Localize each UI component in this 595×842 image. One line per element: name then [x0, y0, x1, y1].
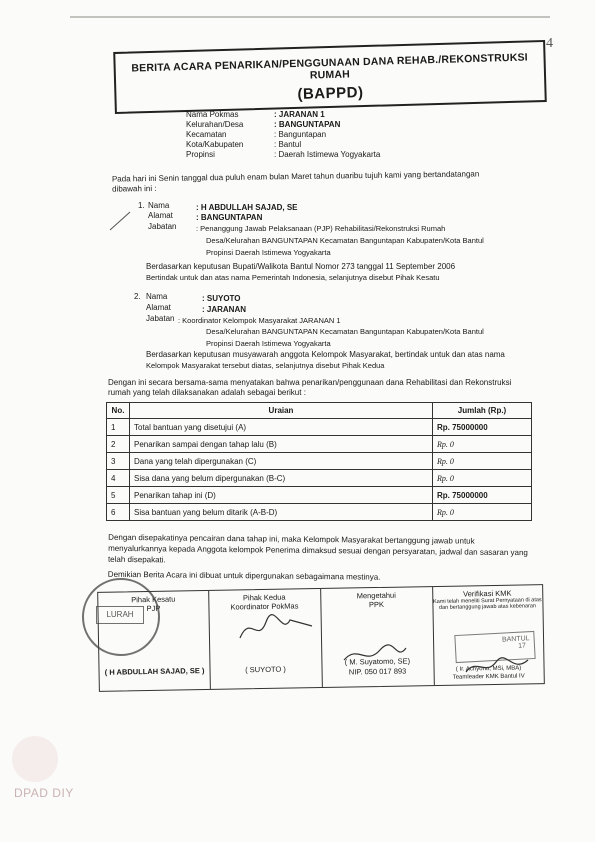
identity-row: [186, 140, 446, 150]
table-row: [107, 436, 532, 453]
signature-name: ( M. Suyatomo, SE): [344, 656, 411, 667]
row-number: 6: [107, 504, 130, 521]
funds-table: [106, 402, 532, 521]
identity-value: : Banguntapan: [274, 130, 327, 139]
party-label: Nama: [146, 292, 168, 301]
identity-label: Propinsi: [186, 150, 215, 159]
signature-title: Mengetahui: [356, 590, 396, 601]
row-description: Dana yang telah dipergunakan (C): [130, 453, 433, 470]
signature-title: Pihak Kesatu: [131, 594, 176, 605]
identity-value: : JARANAN 1: [274, 110, 325, 119]
row-amount: Rp. 0: [433, 504, 532, 521]
row-amount: Rp. 75000000: [433, 419, 532, 436]
table-header: Uraian: [130, 403, 433, 419]
pokmas-identity: [186, 110, 446, 160]
table-row: [107, 453, 532, 470]
identity-label: Kecamatan: [186, 130, 227, 139]
party-number: 2.: [134, 292, 141, 301]
statement-line: Dengan ini secara bersama-sama menyatakan bahwa penarikan/penggunaan dana Rehabilitasi dan Rekonstruksi: [108, 378, 512, 387]
identity-label: Kelurahan/Desa: [186, 120, 244, 129]
table-row: [107, 470, 532, 487]
identity-label: Nama Pokmas: [186, 110, 239, 119]
signature-nip: NIP. 050 017 893: [348, 666, 407, 677]
party-position: Propinsi Daerah Istimewa Yogyakarta: [206, 339, 331, 348]
party-position: : Penanggung Jawab Pelaksanaan (PJP) Rehabilitasi/Rekonstruksi Rumah: [196, 224, 446, 233]
identity-value: : Bantul: [274, 140, 302, 149]
table-row: [107, 504, 532, 521]
party-name: : H ABDULLAH SAJAD, SE: [196, 203, 298, 212]
row-description: Penarikan tahap ini (D): [130, 487, 433, 504]
signature-note: Kami telah meneliti Surat Pernyataan di atas: [433, 597, 542, 606]
closing-line: telah disepakati.: [107, 554, 166, 565]
signature-title: Verifikasi KMK: [462, 588, 512, 599]
signature-col-ppk: [320, 587, 435, 687]
identity-row: [186, 150, 446, 160]
identity-row: [186, 110, 446, 120]
party-position: Propinsi Daerah Istimewa Yogyakarta: [206, 248, 331, 257]
table-header: Jumlah (Rp.): [433, 403, 532, 419]
pen-mark: [106, 206, 136, 236]
title-box: [113, 40, 547, 114]
party-name: : SUYOTO: [202, 294, 241, 303]
party-label: Jabatan: [148, 222, 177, 231]
row-number: 1: [107, 419, 130, 436]
signature-subtitle: PJP: [146, 603, 161, 614]
identity-value: : Daerah Istimewa Yogyakarta: [274, 150, 381, 159]
closing-line: Dengan disepakatinya pencairan dana tahap ini, maka Kelompok Masyarakat bertanggung jawab untuk: [108, 532, 475, 546]
party-position: Desa/Kelurahan BANGUNTAPAN Kecamatan Banguntapan Kabupaten/Kota Bantul: [206, 327, 484, 336]
row-number: 5: [107, 487, 130, 504]
row-number: 3: [107, 453, 130, 470]
title-line-1: BERITA ACARA PENARIKAN/PENGGUNAAN DANA REHAB./REKONSTRUKSI RUMAH: [131, 51, 528, 82]
party-label: Nama: [148, 201, 170, 210]
row-description: Total bantuan yang disetujui (A): [130, 419, 433, 436]
table-header-row: [107, 403, 532, 419]
row-description: Sisa dana yang belum dipergunakan (B-C): [130, 470, 433, 487]
party-address: : BANGUNTAPAN: [196, 213, 263, 222]
closing-line: Demikian Berita Acara ini dibuat untuk dipergunakan sebagaimana mestinya.: [107, 569, 381, 582]
party-number: 1.: [138, 201, 145, 210]
signature-subtitle: Koordinator PokMas: [230, 601, 299, 612]
party-position: : Koordinator Kelompok Masyarakat JARANAN 1: [178, 316, 341, 325]
row-description: Penarikan sampai dengan tahap lalu (B): [130, 436, 433, 453]
party-acting: Bertindak untuk dan atas nama Pemerintah Indonesia, selanjutnya disebut Pihak Kesatu: [146, 273, 440, 282]
village-stamp: [82, 578, 160, 656]
statement-line: rumah yang telah dilaksanakan adalah sebagai berikut :: [108, 388, 306, 397]
party-label: Jabatan: [146, 314, 175, 323]
party-address: : JARANAN: [202, 305, 246, 314]
signature-scribble-pihak-kedua: [236, 608, 316, 648]
row-number: 4: [107, 470, 130, 487]
identity-row: [186, 130, 446, 140]
row-number: 2: [107, 436, 130, 453]
stamp-text: 17: [518, 642, 527, 650]
signature-title: Pihak Kedua: [242, 592, 286, 603]
identity-value: : BANGUNTAPAN: [274, 120, 341, 129]
signature-scribble-kmk: [462, 656, 532, 680]
signature-name: ( Ir. Achyono, MSi, MBA): [455, 665, 522, 673]
row-amount: Rp. 0: [433, 453, 532, 470]
stamp-text: BANTUL: [501, 635, 530, 644]
party-label: Alamat: [148, 211, 173, 220]
page-edge-shadow: [70, 16, 550, 28]
row-amount: Rp. 0: [433, 436, 532, 453]
closing-paragraph: [108, 532, 528, 584]
row-description: Sisa bantuan yang belum ditarik (A-B-D): [130, 504, 433, 521]
party-label: Alamat: [146, 303, 171, 312]
identity-label: Kota/Kabupaten: [186, 140, 244, 149]
table-row: [107, 487, 532, 504]
stamp-text: LURAH: [96, 606, 144, 624]
party-basis: Kelompok Masyarakat tersebut diatas, selanjutnya disebut Pihak Kedua: [146, 361, 385, 370]
archive-watermark: DPAD DIY: [14, 786, 74, 800]
identity-row: [186, 120, 446, 130]
row-amount: Rp. 75000000: [433, 487, 532, 504]
party-basis: Berdasarkan keputusan Bupati/Walikota Bantul Nomor 273 tanggal 11 September 2006: [146, 262, 456, 271]
signature-scribble-ppk: [340, 640, 410, 670]
statement-paragraph: [108, 378, 511, 398]
signature-note: dan bertanggung jawab atas kebenaran: [438, 603, 536, 611]
table-row: [107, 419, 532, 436]
signature-subtitle: PPK: [368, 599, 385, 610]
archive-logo-icon: [12, 736, 58, 782]
page-number: 4: [546, 36, 553, 51]
closing-line: menyalurkannya kepada Anggota kelompok Penerima dimaksud sesuai dengan persyaratan, jadwal dan sasaran yang: [108, 543, 528, 558]
signature-name: ( SUYOTO ): [245, 664, 286, 675]
party-basis: Berdasarkan keputusan musyawarah anggota Kelompok Masyarakat, bertindak untuk dan atas nama: [146, 350, 505, 359]
signature-name: ( H ABDULLAH SAJAD, SE ): [104, 666, 205, 677]
intro-line: Pada hari ini Senin tanggal dua puluh enam bulan Maret tahun duaribu tujuh kami yang bertandatangan: [111, 169, 480, 184]
intro-line: dibawah ini :: [112, 183, 157, 194]
row-amount: Rp. 0: [433, 470, 532, 487]
party-position: Desa/Kelurahan BANGUNTAPAN Kecamatan Banguntapan Kabupaten/Kota Bantul: [206, 236, 484, 245]
title-line-2: (BAPPD): [297, 84, 364, 103]
signature-role: Teamleader KMK Bantul IV: [452, 673, 525, 681]
table-header: No.: [107, 403, 130, 419]
